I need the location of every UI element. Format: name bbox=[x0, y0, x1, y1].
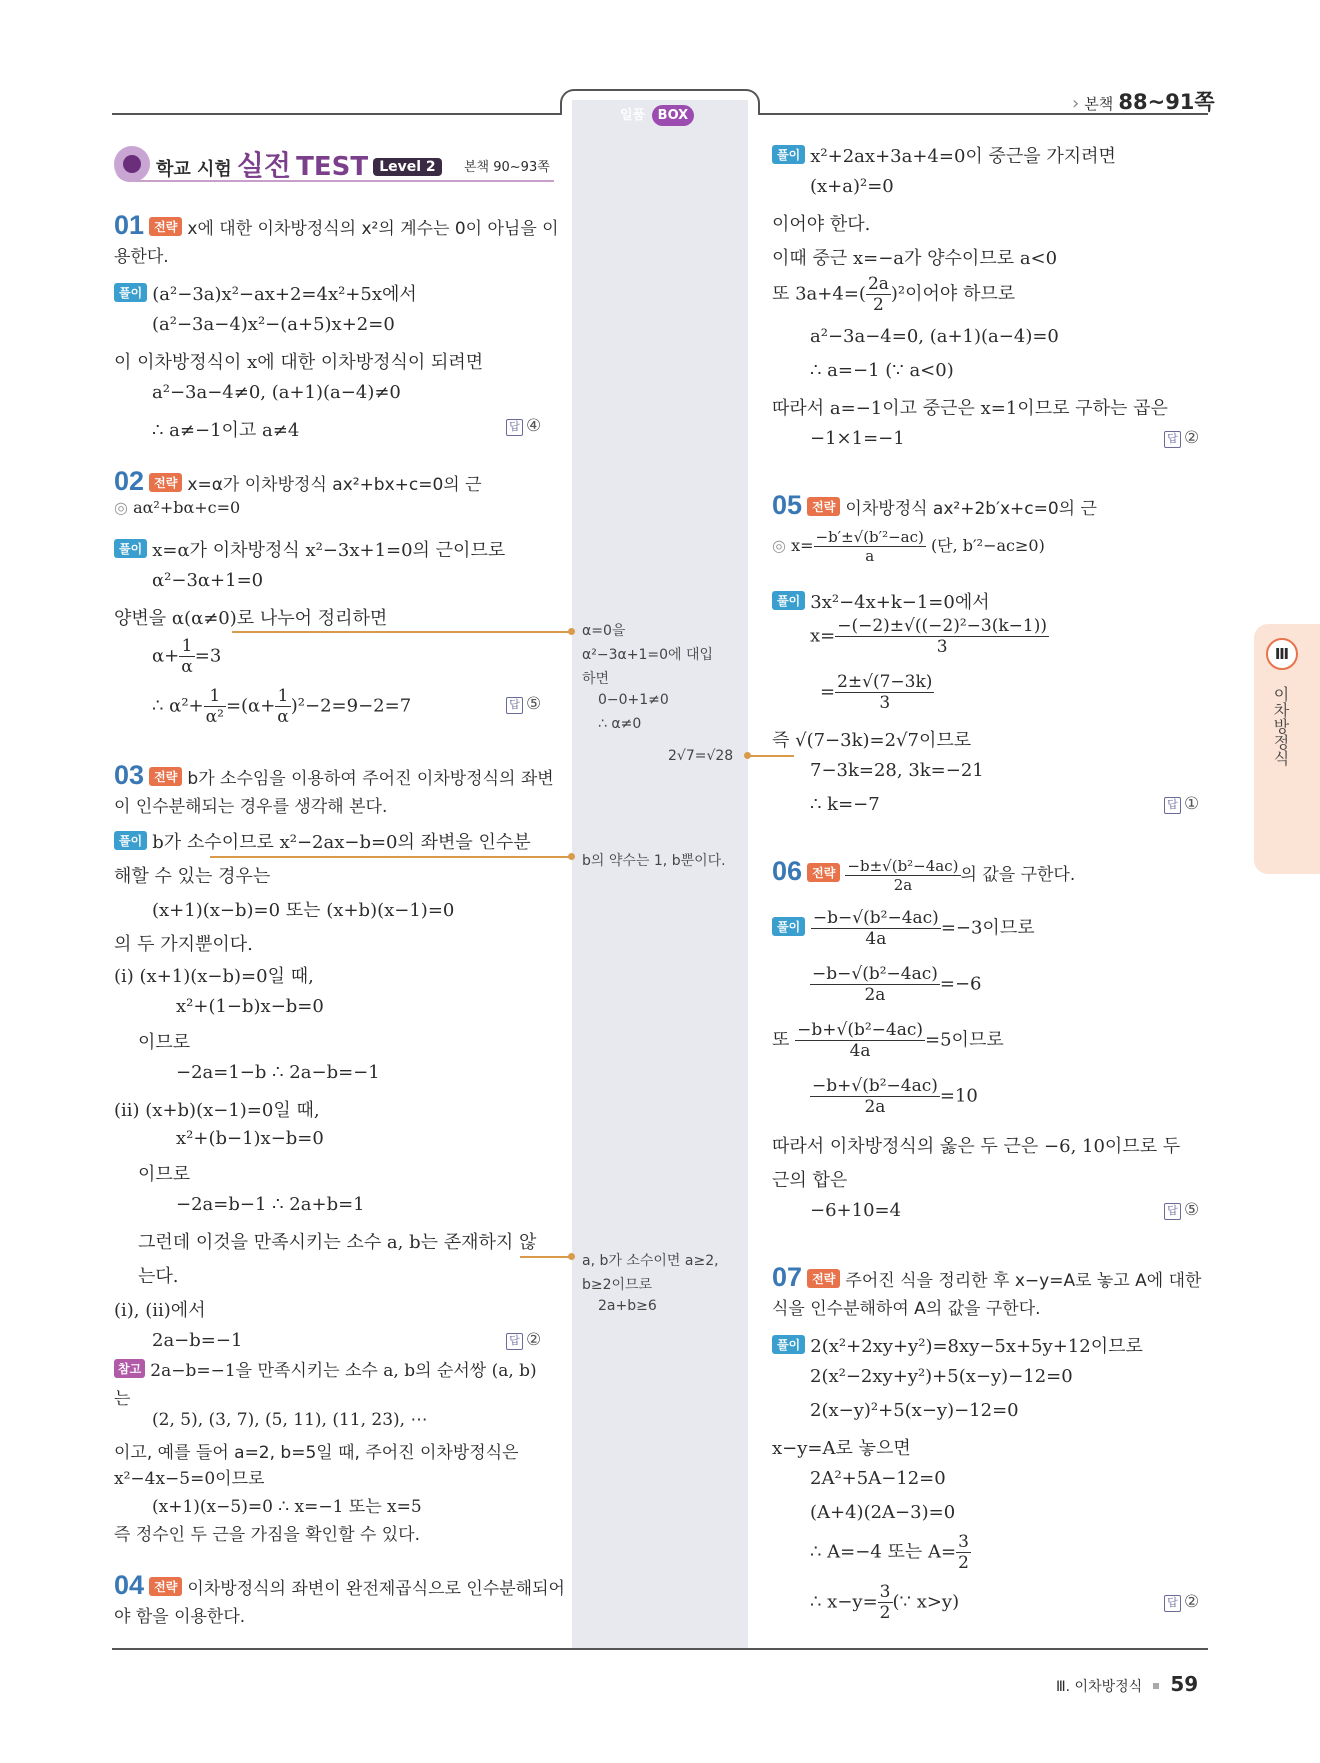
q02-strategy: x=α가 이차방정식 ax²+bx+c=0의 근 bbox=[187, 475, 482, 495]
solution-tag: 풀이 bbox=[772, 591, 805, 610]
q02-line-3: 양변을 α(α≠0)로 나누어 정리하면 bbox=[114, 608, 388, 629]
q07-line-6: (A+4)(2A−3)=0 bbox=[810, 1502, 956, 1523]
section-ref: 본책 90~93쪽 bbox=[464, 160, 550, 175]
q03-line-8: −2a=1−b ∴ 2a−b=−1 bbox=[176, 1062, 380, 1083]
q05-line-6: ∴ k=−7 bbox=[810, 794, 880, 815]
q05-strategy: 이차방정식 ax²+2b′x+c=0의 근 bbox=[845, 499, 1097, 519]
q01-line-3: 이 이차방정식이 x에 대한 이차방정식이 되려면 bbox=[114, 352, 484, 373]
q04-line-7: ∴ a=−1 (∵ a<0) bbox=[810, 360, 954, 381]
q03-note-4: 이고, 예를 들어 a=2, b=5일 때, 주어진 이차방정식은 bbox=[114, 1443, 519, 1463]
q03-line-7: 이므로 bbox=[138, 1032, 191, 1053]
q02-line-2: α²−3α+1=0 bbox=[152, 570, 264, 591]
solution-tag: 풀이 bbox=[772, 145, 805, 164]
q05-answer: 답 ① bbox=[1164, 794, 1199, 814]
q06-line-3: 또 $\frac{\text{−b+√(b²−4ac)}}{4a}$ =5이므로 bbox=[772, 1020, 1004, 1061]
bullet-icon: ◎ bbox=[114, 498, 128, 517]
page-number: 59 bbox=[1170, 1672, 1199, 1696]
q06-line-5: 따라서 이차방정식의 옳은 두 근은 −6, 10이므로 두 bbox=[772, 1136, 1181, 1157]
q04-line-9: −1×1=−1 bbox=[810, 428, 905, 449]
q03-line-9: (ii) (x+b)(x−1)=0일 때, bbox=[114, 1100, 320, 1121]
sidenote-4: 0−0+1≠0 bbox=[598, 692, 669, 708]
q07-line-8: ∴ x−y= $\frac{3}{2}$ (∵ x>y) bbox=[810, 1582, 960, 1623]
strategy-tag: 전략 bbox=[807, 497, 840, 516]
chapter-side-label: 이차방정식 bbox=[1271, 686, 1290, 766]
chapter-roman-badge: Ⅲ bbox=[1266, 638, 1298, 670]
bullet-icon: ◎ bbox=[772, 536, 786, 555]
q06-strategy: 의 값을 구한다. bbox=[960, 865, 1076, 885]
q04-line-6: a²−3a−4=0, (a+1)(a−4)=0 bbox=[810, 326, 1059, 347]
q07-line-3: 2(x−y)²+5(x−y)−12=0 bbox=[810, 1400, 1019, 1421]
q01-line-4: a²−3a−4≠0, (a+1)(a−4)≠0 bbox=[152, 382, 401, 403]
answer-icon: 답 bbox=[506, 1333, 523, 1350]
q02-number: 02 bbox=[114, 466, 145, 496]
sidenote-3: 하면 bbox=[582, 671, 610, 687]
q05-line-1: 3x²−4x+k−1=0에서 bbox=[810, 592, 990, 613]
sidenote-1: α=0을 bbox=[582, 623, 626, 639]
q05-strategy-2: ◎ x= $\frac{\text{−b′±√(b′²−ac)}}{a}$ (단, b′²−ac≥0) bbox=[772, 528, 1045, 565]
q03-note-5: x²−4x−5=0이므로 bbox=[114, 1469, 265, 1489]
q04-answer: 답 ② bbox=[1164, 428, 1199, 448]
q03-line-5: (i) (x+1)(x−b)=0일 때, bbox=[114, 966, 314, 987]
section-title-a: 학교 시험 bbox=[156, 159, 232, 180]
q01-number: 01 bbox=[114, 210, 145, 240]
chapter-side-tab[interactable] bbox=[1254, 624, 1320, 874]
center-column bbox=[572, 100, 748, 1648]
q06-strategy-fraction: $\frac{\text{−b±√(b²−4ac)}}{2a}$ bbox=[847, 857, 959, 894]
q05-line-5: 7−3k=28, 3k=−21 bbox=[810, 760, 984, 781]
q03-line-2: 해할 수 있는 경우는 bbox=[114, 866, 271, 887]
q04-line-4: 이때 중근 x=−a가 양수이므로 a<0 bbox=[772, 248, 1058, 269]
q01-strategy-2: 용한다. bbox=[114, 247, 169, 267]
strategy-tag: 전략 bbox=[807, 1269, 840, 1288]
q03-line-4: 의 두 가지뿐이다. bbox=[114, 934, 253, 955]
q03-line-15: (i), (ii)에서 bbox=[114, 1300, 206, 1321]
note-tag: 참고 bbox=[114, 1359, 145, 1378]
q06-line-2: $\frac{\text{−b−√(b²−4ac)}}{2a}$ =−6 bbox=[812, 964, 982, 1005]
answer-icon: 답 bbox=[506, 419, 523, 436]
q01-answer: 답 ④ bbox=[506, 416, 541, 436]
q04-strategy: 이차방정식의 좌변이 완전제곱식으로 인수분해되어 bbox=[187, 1579, 565, 1599]
q07-line-4: x−y=A로 놓으면 bbox=[772, 1438, 911, 1459]
q03-note-2: 는 bbox=[114, 1389, 131, 1409]
sidenote-6: 2√7=√28 bbox=[668, 748, 734, 764]
answer-icon: 답 bbox=[1164, 1203, 1181, 1220]
answer-icon: 답 bbox=[506, 697, 523, 714]
q05-line-4: 즉 √(7−3k)=2√7이므로 bbox=[772, 730, 972, 751]
q07-strategy-2: 식을 인수분해하여 A의 값을 구한다. bbox=[772, 1299, 1041, 1319]
q03-line-12: −2a=b−1 ∴ 2a+b=1 bbox=[176, 1194, 365, 1215]
q04-line-2: (x+a)²=0 bbox=[810, 176, 894, 197]
q03-note-7: 즉 정수인 두 근을 가짐을 확인할 수 있다. bbox=[114, 1525, 420, 1545]
box-label-text: 일품 bbox=[620, 108, 646, 123]
q04-line-8: 따라서 a=−1이고 중근은 x=1이므로 구하는 곱은 bbox=[772, 398, 1168, 419]
solution-tag: 풀이 bbox=[772, 917, 805, 936]
q06-number: 06 bbox=[772, 856, 803, 886]
answer-icon: 답 bbox=[1164, 797, 1181, 814]
sidenote-8: a, b가 소수이면 a≥2, bbox=[582, 1253, 719, 1269]
footer bbox=[1056, 1672, 1198, 1696]
q03-line-10: x²+(b−1)x−b=0 bbox=[176, 1128, 324, 1149]
q02-line-4: α+ $\frac{1}{\alpha}$ =3 bbox=[152, 636, 222, 677]
solution-tag: 풀이 bbox=[114, 831, 147, 850]
q03-line-13: 그런데 이것을 만족시키는 소수 a, b는 존재하지 않 bbox=[138, 1232, 537, 1253]
q02-answer: 답 ⑤ bbox=[506, 694, 541, 714]
page-reference bbox=[1072, 86, 1215, 116]
q06-line-4: $\frac{\text{−b+√(b²−4ac)}}{2a}$ =10 bbox=[812, 1076, 978, 1117]
q03-line-14: 는다. bbox=[138, 1266, 179, 1287]
connector-line bbox=[232, 631, 572, 633]
q02-line-5: ∴ α²+ $\frac{1}{\text{α²}}$ =(α+ $\frac{1}{\alpha}$ )²−2=9−2=7 bbox=[152, 686, 412, 727]
q07-strategy: 주어진 식을 정리한 후 x−y=A로 놓고 A에 대한 bbox=[845, 1271, 1202, 1291]
q05-line-2: x= $\frac{\text{−(−2)±√((−2)²−3(k−1))}}{3}$ bbox=[810, 616, 1047, 657]
q02-strategy-2: aα²+bα+c=0 bbox=[133, 498, 241, 517]
q05-number: 05 bbox=[772, 490, 803, 520]
q04-line-3: 이어야 한다. bbox=[772, 214, 871, 235]
strategy-tag: 전략 bbox=[149, 217, 182, 236]
page-ref-pages: 88~91쪽 bbox=[1118, 90, 1215, 114]
section-circle-icon bbox=[114, 146, 150, 182]
footer-line bbox=[112, 1648, 1208, 1650]
connector-line bbox=[748, 755, 794, 757]
q06-line-1: 풀이 $\frac{\text{−b−√(b²−4ac)}}{4a}$ =−3이므로 bbox=[772, 908, 1035, 949]
solution-tag: 풀이 bbox=[772, 1335, 805, 1354]
strategy-tag: 전략 bbox=[149, 767, 182, 786]
strategy-tag: 전략 bbox=[149, 473, 182, 492]
q02-line-1: x=α가 이차방정식 x²−3x+1=0의 근이므로 bbox=[152, 540, 506, 561]
q07-answer: 답 ② bbox=[1164, 1592, 1199, 1612]
box-badge: BOX bbox=[652, 105, 695, 126]
connector-line bbox=[520, 1256, 572, 1258]
sidenote-2: α²−3α+1=0에 대입 bbox=[582, 647, 714, 663]
q03-strategy-2: 이 인수분해되는 경우를 생각해 본다. bbox=[114, 797, 388, 817]
footer-chapter: Ⅲ. 이차방정식 bbox=[1056, 1679, 1143, 1695]
q07-line-1: 2(x²+2xy+y²)=8xy−5x+5y+12이므로 bbox=[810, 1336, 1143, 1357]
section-title-c: TEST bbox=[296, 152, 369, 182]
q06-line-6: 근의 합은 bbox=[772, 1170, 848, 1191]
chevron-right-icon: › bbox=[1072, 93, 1080, 114]
footer-separator bbox=[1153, 1683, 1159, 1689]
connector-line bbox=[210, 856, 572, 858]
q03-line-11: 이므로 bbox=[138, 1164, 191, 1185]
answer-icon: 답 bbox=[1164, 1595, 1181, 1612]
q01-strategy: x에 대한 이차방정식의 x²의 계수는 0이 아님을 이 bbox=[187, 219, 559, 239]
q04-number: 04 bbox=[114, 1570, 145, 1600]
q03-line-1: b가 소수이므로 x²−2ax−b=0의 좌변을 인수분 bbox=[152, 832, 531, 853]
q07-line-2: 2(x²−2xy+y²)+5(x−y)−12=0 bbox=[810, 1366, 1073, 1387]
sidenote-7: b의 약수는 1, b뿐이다. bbox=[582, 853, 726, 869]
strategy-tag: 전략 bbox=[807, 863, 840, 882]
connector-dot bbox=[568, 853, 575, 860]
q03-line-6: x²+(1−b)x−b=0 bbox=[176, 996, 324, 1017]
q04-line-1: x²+2ax+3a+4=0이 중근을 가지려면 bbox=[810, 146, 1116, 167]
section-title-b: 실전 bbox=[236, 149, 292, 182]
q07-line-5: 2A²+5A−12=0 bbox=[810, 1468, 946, 1489]
sidenote-10: 2a+b≥6 bbox=[598, 1298, 657, 1314]
sidenote-9: b≥2이므로 bbox=[582, 1277, 653, 1293]
connector-dot bbox=[568, 628, 575, 635]
connector-dot bbox=[744, 752, 751, 759]
q04-strategy-2: 야 함을 이용한다. bbox=[114, 1607, 246, 1627]
q03-answer: 답 ② bbox=[506, 1330, 541, 1350]
q06-answer: 답 ⑤ bbox=[1164, 1200, 1199, 1220]
answer-icon: 답 bbox=[1164, 431, 1181, 448]
solution-tag: 풀이 bbox=[114, 283, 147, 302]
q03-number: 03 bbox=[114, 760, 145, 790]
q01-line-2: (a²−3a−4)x²−(a+5)x+2=0 bbox=[152, 314, 395, 335]
q03-strategy: b가 소수임을 이용하여 주어진 이차방정식의 좌변 bbox=[187, 769, 554, 789]
page-ref-prefix: 본책 bbox=[1084, 95, 1114, 113]
box-label bbox=[620, 104, 694, 126]
sidenote-5: ∴ α≠0 bbox=[598, 716, 642, 732]
level-badge: Level 2 bbox=[373, 158, 441, 176]
connector-dot bbox=[568, 1253, 575, 1260]
q07-number: 07 bbox=[772, 1262, 803, 1292]
q05-line-3: = $\frac{2\pm√(7-3k)}{3}$ bbox=[820, 672, 933, 713]
q03-note-3: (2, 5), (3, 7), (5, 11), (11, 23), ⋯ bbox=[152, 1410, 428, 1430]
q01-line-5: ∴ a≠−1이고 a≠4 bbox=[152, 420, 300, 441]
solution-tag: 풀이 bbox=[114, 539, 147, 558]
q03-line-16: 2a−b=−1 bbox=[152, 1330, 243, 1351]
q07-line-7: ∴ A=−4 또는 A= $\frac{3}{2}$ bbox=[810, 1532, 969, 1573]
strategy-tag: 전략 bbox=[149, 1577, 182, 1596]
q03-line-3: (x+1)(x−b)=0 또는 (x+b)(x−1)=0 bbox=[152, 900, 455, 921]
q04-line-5: 또 3a+4=( $\frac{2a}{2}$ )²이어야 하므로 bbox=[772, 274, 1016, 315]
q01-line-1: (a²−3a)x²−ax+2=4x²+5x에서 bbox=[152, 284, 417, 305]
q06-line-7: −6+10=4 bbox=[810, 1200, 902, 1221]
section-title bbox=[156, 144, 442, 184]
q03-note-6: (x+1)(x−5)=0 ∴ x=−1 또는 x=5 bbox=[152, 1497, 422, 1517]
q03-note-1: 2a−b=−1을 만족시키는 소수 a, b의 순서쌍 (a, b) bbox=[150, 1361, 537, 1381]
